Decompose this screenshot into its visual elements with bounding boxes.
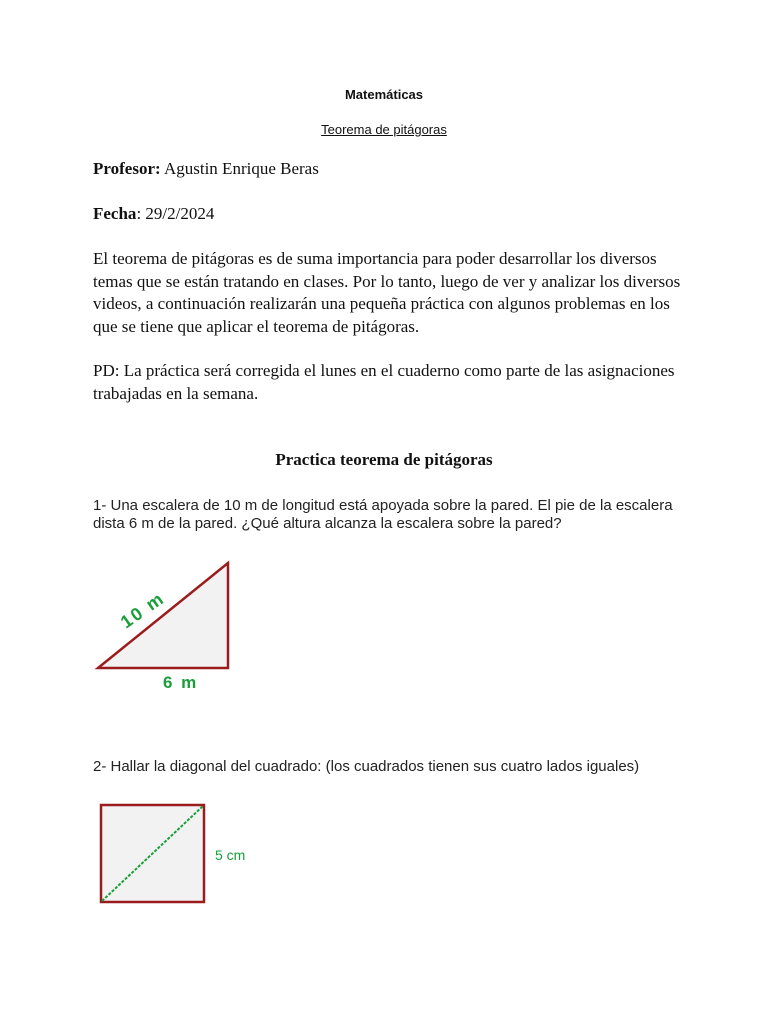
side-label: 5 cm	[215, 847, 246, 863]
date-label: Fecha	[93, 204, 137, 223]
problem-1-text: 1- Una escalera de 10 m de longitud está apoyada sobre la pared. El pie de la escalera dista 6 m de la pared. ¿Qué altura alcanza la escalera sobre la pared?	[93, 497, 673, 532]
subject-heading: Matemáticas	[344, 87, 424, 102]
practice-title: Practica teorema de pitágoras	[275, 450, 493, 469]
teacher-name: Agustin Enrique Beras	[160, 159, 319, 178]
triangle-figure	[98, 563, 228, 692]
base-label: 6 m	[163, 673, 199, 692]
teacher-label: Profesor:	[93, 159, 161, 178]
date-value: : 29/2/2024	[136, 204, 215, 223]
hypotenuse-label: 10 m	[116, 587, 169, 633]
problem-2-text: 2- Hallar la diagonal del cuadrado: (los cuadrados tienen sus cuatro lados iguales)	[93, 758, 640, 775]
intro-paragraph: El teorema de pitágoras es de suma importancia para poder desarrollar los diversos temas que se están tratando en clases. Por lo tanto, luego de ver y analizar los diversos videos, a continuación realizarán una pequeña práctica con algunos problemas en los que se tiene que aplicar el teorema de pitágoras.	[93, 249, 681, 336]
topic-heading: Teorema de pitágoras	[321, 122, 447, 137]
pd-paragraph: PD: La práctica será corregida el lunes en el cuaderno como parte de las asignaciones trabajadas en la semana.	[93, 361, 675, 403]
square-figure	[101, 805, 245, 902]
